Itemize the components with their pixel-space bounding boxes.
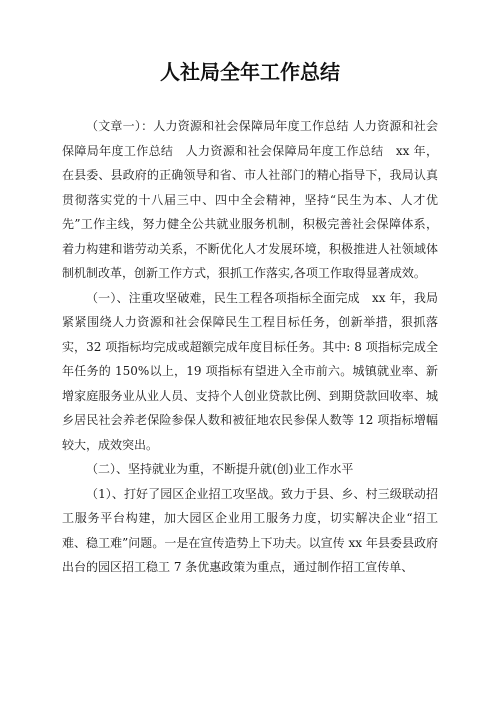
document-body bbox=[62, 114, 438, 580]
paragraph-section-2-heading: （二）、坚持就业为重，不断提升就(创)业工作水平 bbox=[86, 462, 354, 476]
paragraph-section-2-1: （1）、打好了园区企业招工攻坚战。致力于县、乡、村三级联动招工服务平台构建，加大园区企业用工服务力度，切实解决企业“招工难、稳工难”问题。一是在宣传造势上下功夫。以宣传 xx 年县委县政府出台的园区招工稳工 7 条优惠政策为重点，通过制作招工宣传单、 bbox=[62, 486, 438, 574]
document-title: 人社局全年工作总结 bbox=[160, 60, 340, 84]
paragraph-intro: （文章一）：人力资源和社会保障局年度工作总结 人力资源和社会保障局年度工作总结 人力资源和社会保障局年度工作总结 xx 年，在县委、县政府的正确领导和省、市人社部门的精心指导下，我局认真贯彻落实党的十八届三中、四中全会精神，坚持“民生为本、人才优先”工作主线，努力健全公共就业服务机制，积极完善社会保障体系，着力构建和谐劳动关系，不断优化人才发展环境，积极推进人社领域体制机制改革，创新工作方式，狠抓工作落实,各项工作取得显著成效。 bbox=[62, 119, 438, 280]
paragraph-section-1: （一）、注重攻坚破难，民生工程各项指标全面完成 xx 年，我局紧紧围绕人力资源和社会保障民生工程目标任务，创新举措，狠抓落实，32 项指标均完成或超额完成年度目标任务。其中: 8 项指标完成全年任务的 150%以上，19 项指标有望进入全市前六。城镇就业率、新增家庭服务业从业人员、支持个人创业贷款比例、到期贷款回收率、城乡居民社会养老保险参保人数和被征地农民参保人数等 12 项指标增幅较大，成效突出。 bbox=[62, 290, 438, 452]
